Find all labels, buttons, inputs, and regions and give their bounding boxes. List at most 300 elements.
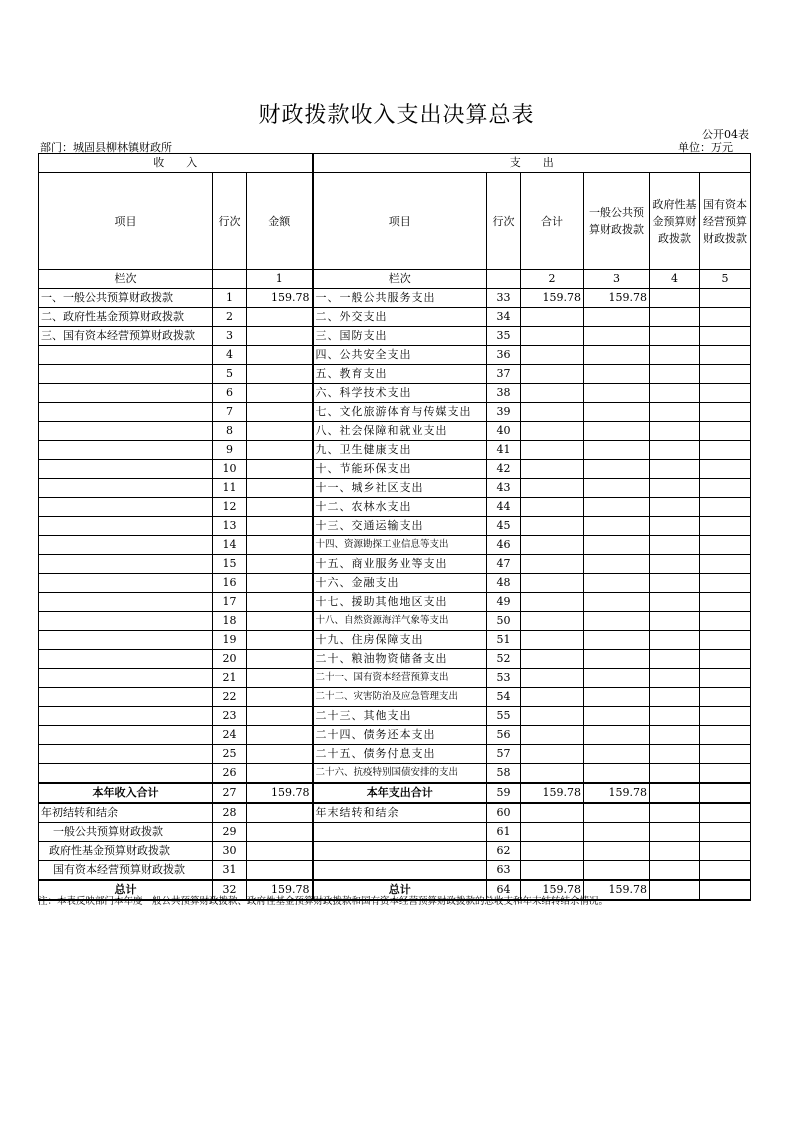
general-budget-cell: 159.78 bbox=[584, 783, 650, 803]
expense-total-cell bbox=[521, 842, 584, 861]
state-capital-cell bbox=[700, 612, 751, 631]
income-item-cell bbox=[39, 460, 213, 479]
income-item-cell bbox=[39, 555, 213, 574]
expense-total-cell bbox=[521, 327, 584, 346]
gov-fund-cell bbox=[650, 823, 700, 842]
income-row-no-cell: 26 bbox=[213, 764, 247, 784]
state-capital-cell bbox=[700, 803, 751, 823]
expense-total-cell bbox=[521, 460, 584, 479]
budget-summary-table bbox=[38, 153, 751, 901]
expense-total-cell bbox=[521, 441, 584, 460]
income-item-cell bbox=[39, 346, 213, 365]
gov-fund-cell bbox=[650, 726, 700, 745]
expense-row-no-cell: 42 bbox=[487, 460, 521, 479]
expense-total-cell bbox=[521, 517, 584, 536]
form-number: 公开04表 bbox=[702, 128, 749, 141]
expense-item-cell: 二十六、抗疫特别国债安排的支出 bbox=[313, 764, 487, 784]
expense-item-cell: 十九、住房保障支出 bbox=[313, 631, 487, 650]
income-section-header: 收 入 bbox=[39, 154, 313, 173]
income-item-cell: 一般公共预算财政拨款 bbox=[39, 823, 213, 842]
gov-fund-cell bbox=[650, 861, 700, 881]
income-amount-cell bbox=[247, 842, 313, 861]
income-item-cell: 国有资本经营预算财政拨款 bbox=[39, 861, 213, 881]
expense-row-no-cell: 39 bbox=[487, 403, 521, 422]
expense-item-cell: 本年支出合计 bbox=[313, 783, 487, 803]
expense-total-cell bbox=[521, 574, 584, 593]
income-row-no-cell: 25 bbox=[213, 745, 247, 764]
income-amount-header: 金额 bbox=[247, 173, 313, 270]
gov-fund-cell bbox=[650, 842, 700, 861]
expense-total-cell bbox=[521, 803, 584, 823]
income-amount-cell bbox=[247, 536, 313, 555]
expense-total-cell bbox=[521, 861, 584, 881]
income-amount-cell bbox=[247, 403, 313, 422]
income-item-cell bbox=[39, 365, 213, 384]
income-row-no-cell: 29 bbox=[213, 823, 247, 842]
expense-item-cell: 二十五、债务付息支出 bbox=[313, 745, 487, 764]
income-amount-cell bbox=[247, 384, 313, 403]
state-capital-cell bbox=[700, 823, 751, 842]
income-amount-cell bbox=[247, 612, 313, 631]
table-row bbox=[39, 517, 751, 536]
expense-total-cell bbox=[521, 384, 584, 403]
gov-fund-cell bbox=[650, 669, 700, 688]
income-row-no-cell: 28 bbox=[213, 803, 247, 823]
gov-fund-cell bbox=[650, 441, 700, 460]
general-budget-cell bbox=[584, 365, 650, 384]
income-amount-cell bbox=[247, 498, 313, 517]
expense-row-no-cell: 50 bbox=[487, 612, 521, 631]
income-amount-cell bbox=[247, 460, 313, 479]
income-row-no-cell: 27 bbox=[213, 783, 247, 803]
carryover-row bbox=[39, 803, 751, 823]
carryover-row bbox=[39, 823, 751, 842]
expense-total-cell: 159.78 bbox=[521, 783, 584, 803]
income-row-no-cell: 6 bbox=[213, 384, 247, 403]
expense-item-cell: 十二、农林水支出 bbox=[313, 498, 487, 517]
income-row-no-cell: 21 bbox=[213, 669, 247, 688]
income-amount-cell bbox=[247, 422, 313, 441]
expense-total-cell bbox=[521, 479, 584, 498]
expense-section-header: 支 出 bbox=[313, 154, 751, 173]
general-budget-cell bbox=[584, 593, 650, 612]
income-row-no-cell: 3 bbox=[213, 327, 247, 346]
state-capital-header: 国有资本经营预算财政拨款 bbox=[700, 173, 751, 270]
income-item-cell: 本年收入合计 bbox=[39, 783, 213, 803]
income-item-cell bbox=[39, 612, 213, 631]
income-amount-cell bbox=[247, 861, 313, 881]
gov-fund-cell bbox=[650, 688, 700, 707]
income-amount-cell bbox=[247, 669, 313, 688]
expense-item-cell: 十六、金融支出 bbox=[313, 574, 487, 593]
income-amount-cell: 159.78 bbox=[247, 880, 313, 900]
income-item-cell bbox=[39, 384, 213, 403]
expense-row-no-cell: 63 bbox=[487, 861, 521, 881]
gov-fund-cell bbox=[650, 308, 700, 327]
state-capital-cell bbox=[700, 688, 751, 707]
income-amount-cell: 159.78 bbox=[247, 289, 313, 308]
table-row bbox=[39, 403, 751, 422]
income-amount-cell: 159.78 bbox=[247, 783, 313, 803]
table-row bbox=[39, 612, 751, 631]
income-amount-cell bbox=[247, 803, 313, 823]
expense-item-cell: 十三、交通运输支出 bbox=[313, 517, 487, 536]
general-budget-cell bbox=[584, 441, 650, 460]
gov-fund-cell bbox=[650, 422, 700, 441]
general-budget-cell bbox=[584, 479, 650, 498]
state-capital-cell bbox=[700, 631, 751, 650]
gov-fund-cell bbox=[650, 650, 700, 669]
state-capital-cell bbox=[700, 289, 751, 308]
expense-row-no-header: 行次 bbox=[487, 173, 521, 270]
general-budget-cell bbox=[584, 460, 650, 479]
expense-row-no-cell: 34 bbox=[487, 308, 521, 327]
income-item-cell bbox=[39, 422, 213, 441]
table-row bbox=[39, 460, 751, 479]
expense-item-cell: 一、一般公共服务支出 bbox=[313, 289, 487, 308]
expense-row-no-cell: 59 bbox=[487, 783, 521, 803]
general-budget-cell bbox=[584, 536, 650, 555]
expense-item-cell: 十五、商业服务业等支出 bbox=[313, 555, 487, 574]
expense-total-cell bbox=[521, 536, 584, 555]
income-item-cell bbox=[39, 764, 213, 784]
expense-total-cell bbox=[521, 365, 584, 384]
income-item-cell: 一、一般公共预算财政拨款 bbox=[39, 289, 213, 308]
income-amount-cell bbox=[247, 650, 313, 669]
expense-item-cell: 九、卫生健康支出 bbox=[313, 441, 487, 460]
table-row bbox=[39, 726, 751, 745]
expense-row-no-cell: 51 bbox=[487, 631, 521, 650]
gov-fund-cell bbox=[650, 460, 700, 479]
expense-item-cell bbox=[313, 842, 487, 861]
expense-row-no-cell: 54 bbox=[487, 688, 521, 707]
expense-row-no-cell: 38 bbox=[487, 384, 521, 403]
expense-item-cell: 二十、粮油物资储备支出 bbox=[313, 650, 487, 669]
income-row-no-cell: 32 bbox=[213, 880, 247, 900]
gov-fund-cell bbox=[650, 289, 700, 308]
table-row bbox=[39, 745, 751, 764]
state-capital-cell bbox=[700, 745, 751, 764]
income-amount-cell bbox=[247, 745, 313, 764]
expense-total-cell bbox=[521, 403, 584, 422]
state-capital-cell bbox=[700, 384, 751, 403]
gov-fund-cell bbox=[650, 880, 700, 900]
expense-total-cell bbox=[521, 669, 584, 688]
general-budget-cell bbox=[584, 764, 650, 784]
section-header-row bbox=[39, 154, 751, 173]
income-amount-cell bbox=[247, 327, 313, 346]
state-capital-cell bbox=[700, 669, 751, 688]
income-amount-cell bbox=[247, 593, 313, 612]
table-row bbox=[39, 669, 751, 688]
expense-item-cell: 年末结转和结余 bbox=[313, 803, 487, 823]
general-budget-cell bbox=[584, 650, 650, 669]
expense-row-no-cell: 45 bbox=[487, 517, 521, 536]
expense-total-cell bbox=[521, 631, 584, 650]
gov-fund-cell bbox=[650, 593, 700, 612]
income-amount-cell bbox=[247, 517, 313, 536]
expense-item-cell: 二十四、债务还本支出 bbox=[313, 726, 487, 745]
gov-fund-cell bbox=[650, 536, 700, 555]
income-item-cell bbox=[39, 726, 213, 745]
gov-fund-cell bbox=[650, 346, 700, 365]
column-header-row bbox=[39, 173, 751, 270]
state-capital-cell bbox=[700, 517, 751, 536]
income-row-no-blank bbox=[213, 270, 247, 289]
general-budget-cell bbox=[584, 631, 650, 650]
general-budget-cell bbox=[584, 555, 650, 574]
table-row bbox=[39, 707, 751, 726]
expense-row-no-cell: 48 bbox=[487, 574, 521, 593]
gov-fund-cell bbox=[650, 612, 700, 631]
expense-row-no-cell: 58 bbox=[487, 764, 521, 784]
income-item-cell: 二、政府性基金预算财政拨款 bbox=[39, 308, 213, 327]
income-item-cell bbox=[39, 631, 213, 650]
general-budget-cell bbox=[584, 669, 650, 688]
expense-item-cell: 四、公共安全支出 bbox=[313, 346, 487, 365]
income-item-cell bbox=[39, 593, 213, 612]
state-capital-cell bbox=[700, 726, 751, 745]
gov-fund-cell bbox=[650, 764, 700, 784]
income-item-cell bbox=[39, 745, 213, 764]
income-row-no-cell: 11 bbox=[213, 479, 247, 498]
expense-item-cell: 十七、援助其他地区支出 bbox=[313, 593, 487, 612]
general-budget-cell bbox=[584, 403, 650, 422]
footnote: 注：本表反映部门本年度一般公共预算财政拨款、政府性基金预算财政拨款和国有资本经营预算财政拨款的总收支和年末结转结余情况。 bbox=[38, 896, 609, 907]
state-capital-cell bbox=[700, 327, 751, 346]
income-row-no-cell: 2 bbox=[213, 308, 247, 327]
column-number-5: 5 bbox=[700, 270, 751, 289]
expense-total-cell bbox=[521, 422, 584, 441]
income-amount-cell bbox=[247, 574, 313, 593]
expense-total-cell bbox=[521, 823, 584, 842]
general-budget-cell bbox=[584, 346, 650, 365]
expense-row-no-cell: 47 bbox=[487, 555, 521, 574]
income-row-no-cell: 9 bbox=[213, 441, 247, 460]
table-row bbox=[39, 441, 751, 460]
expense-row-no-blank bbox=[487, 270, 521, 289]
expense-item-cell: 二十二、灾害防治及应急管理支出 bbox=[313, 688, 487, 707]
unit-label: 单位：万元 bbox=[678, 141, 733, 154]
expense-row-no-cell: 35 bbox=[487, 327, 521, 346]
gov-fund-cell bbox=[650, 479, 700, 498]
general-budget-cell bbox=[584, 842, 650, 861]
expense-row-no-cell: 52 bbox=[487, 650, 521, 669]
state-capital-cell bbox=[700, 498, 751, 517]
expense-row-no-cell: 36 bbox=[487, 346, 521, 365]
state-capital-cell bbox=[700, 479, 751, 498]
income-column-label: 栏次 bbox=[39, 270, 213, 289]
expense-row-no-cell: 57 bbox=[487, 745, 521, 764]
income-item-cell bbox=[39, 517, 213, 536]
income-amount-cell bbox=[247, 688, 313, 707]
income-item-cell: 年初结转和结余 bbox=[39, 803, 213, 823]
gov-fund-header: 政府性基金预算财政拨款 bbox=[650, 173, 700, 270]
gov-fund-cell bbox=[650, 574, 700, 593]
expense-item-cell: 十四、资源勘探工业信息等支出 bbox=[313, 536, 487, 555]
income-amount-cell bbox=[247, 441, 313, 460]
general-budget-cell bbox=[584, 688, 650, 707]
gov-fund-cell bbox=[650, 403, 700, 422]
table-row bbox=[39, 650, 751, 669]
table-row bbox=[39, 327, 751, 346]
income-row-no-cell: 20 bbox=[213, 650, 247, 669]
expense-item-cell: 八、社会保障和就业支出 bbox=[313, 422, 487, 441]
expense-row-no-cell: 46 bbox=[487, 536, 521, 555]
state-capital-cell bbox=[700, 707, 751, 726]
expense-total-cell: 159.78 bbox=[521, 880, 584, 900]
table-row bbox=[39, 346, 751, 365]
gov-fund-cell bbox=[650, 707, 700, 726]
expense-row-no-cell: 49 bbox=[487, 593, 521, 612]
table-row bbox=[39, 308, 751, 327]
expense-item-cell: 五、教育支出 bbox=[313, 365, 487, 384]
expense-row-no-cell: 55 bbox=[487, 707, 521, 726]
gov-fund-cell bbox=[650, 384, 700, 403]
expense-total-cell bbox=[521, 688, 584, 707]
income-amount-cell bbox=[247, 764, 313, 784]
expense-total-cell bbox=[521, 346, 584, 365]
expense-total-cell bbox=[521, 650, 584, 669]
state-capital-cell bbox=[700, 346, 751, 365]
state-capital-cell bbox=[700, 593, 751, 612]
general-budget-cell bbox=[584, 384, 650, 403]
expense-row-no-cell: 61 bbox=[487, 823, 521, 842]
income-item-cell: 三、国有资本经营预算财政拨款 bbox=[39, 327, 213, 346]
expense-item-cell: 六、科学技术支出 bbox=[313, 384, 487, 403]
expense-item-cell: 十八、自然资源海洋气象等支出 bbox=[313, 612, 487, 631]
expense-item-header: 项目 bbox=[313, 173, 487, 270]
income-row-no-cell: 10 bbox=[213, 460, 247, 479]
table-row bbox=[39, 479, 751, 498]
income-item-cell bbox=[39, 441, 213, 460]
general-budget-cell bbox=[584, 745, 650, 764]
income-row-no-cell: 19 bbox=[213, 631, 247, 650]
general-budget-cell bbox=[584, 861, 650, 881]
general-budget-cell bbox=[584, 726, 650, 745]
income-item-cell: 政府性基金预算财政拨款 bbox=[39, 842, 213, 861]
table-row bbox=[39, 688, 751, 707]
income-amount-cell bbox=[247, 823, 313, 842]
state-capital-cell bbox=[700, 403, 751, 422]
year-total-row bbox=[39, 783, 751, 803]
state-capital-cell bbox=[700, 574, 751, 593]
income-amount-cell bbox=[247, 479, 313, 498]
income-item-cell bbox=[39, 479, 213, 498]
expense-item-cell bbox=[313, 861, 487, 881]
income-item-cell bbox=[39, 498, 213, 517]
general-budget-cell bbox=[584, 707, 650, 726]
income-row-no-cell: 12 bbox=[213, 498, 247, 517]
expense-item-cell: 总计 bbox=[313, 880, 487, 900]
column-number-3: 3 bbox=[584, 270, 650, 289]
income-item-cell bbox=[39, 650, 213, 669]
expense-item-cell: 七、文化旅游体育与传媒支出 bbox=[313, 403, 487, 422]
carryover-row bbox=[39, 861, 751, 881]
income-amount-cell bbox=[247, 631, 313, 650]
table-row bbox=[39, 555, 751, 574]
income-amount-cell bbox=[247, 707, 313, 726]
income-row-no-cell: 17 bbox=[213, 593, 247, 612]
state-capital-cell bbox=[700, 365, 751, 384]
expense-item-cell: 二十一、国有资本经营预算支出 bbox=[313, 669, 487, 688]
expense-total-cell bbox=[521, 707, 584, 726]
gov-fund-cell bbox=[650, 803, 700, 823]
income-row-no-cell: 18 bbox=[213, 612, 247, 631]
table-row bbox=[39, 536, 751, 555]
expense-item-cell bbox=[313, 823, 487, 842]
table-row bbox=[39, 593, 751, 612]
expense-row-no-cell: 64 bbox=[487, 880, 521, 900]
income-amount-cell bbox=[247, 346, 313, 365]
state-capital-cell bbox=[700, 536, 751, 555]
expense-total-cell bbox=[521, 308, 584, 327]
table-row bbox=[39, 365, 751, 384]
general-budget-cell bbox=[584, 327, 650, 346]
expense-item-cell: 二十三、其他支出 bbox=[313, 707, 487, 726]
carryover-row bbox=[39, 842, 751, 861]
income-row-no-cell: 8 bbox=[213, 422, 247, 441]
state-capital-cell bbox=[700, 764, 751, 784]
income-row-no-cell: 4 bbox=[213, 346, 247, 365]
expense-item-cell: 二、外交支出 bbox=[313, 308, 487, 327]
column-number-row bbox=[39, 270, 751, 289]
state-capital-cell bbox=[700, 783, 751, 803]
expense-total-cell bbox=[521, 726, 584, 745]
expense-row-no-cell: 37 bbox=[487, 365, 521, 384]
expense-total-header: 合计 bbox=[521, 173, 584, 270]
general-budget-cell bbox=[584, 612, 650, 631]
income-row-no-cell: 23 bbox=[213, 707, 247, 726]
income-amount-cell bbox=[247, 726, 313, 745]
gov-fund-cell bbox=[650, 498, 700, 517]
expense-row-no-cell: 43 bbox=[487, 479, 521, 498]
income-row-no-cell: 1 bbox=[213, 289, 247, 308]
general-budget-header: 一般公共预算财政拨款 bbox=[584, 173, 650, 270]
expense-total-cell bbox=[521, 555, 584, 574]
expense-item-cell: 十一、城乡社区支出 bbox=[313, 479, 487, 498]
state-capital-cell bbox=[700, 842, 751, 861]
income-row-no-cell: 14 bbox=[213, 536, 247, 555]
expense-row-no-cell: 40 bbox=[487, 422, 521, 441]
general-budget-cell bbox=[584, 574, 650, 593]
expense-row-no-cell: 56 bbox=[487, 726, 521, 745]
expense-row-no-cell: 53 bbox=[487, 669, 521, 688]
expense-total-cell bbox=[521, 764, 584, 784]
expense-row-no-cell: 44 bbox=[487, 498, 521, 517]
state-capital-cell bbox=[700, 650, 751, 669]
income-item-cell bbox=[39, 707, 213, 726]
table-row bbox=[39, 764, 751, 784]
income-row-no-cell: 16 bbox=[213, 574, 247, 593]
table-row bbox=[39, 422, 751, 441]
state-capital-cell bbox=[700, 861, 751, 881]
column-number-1: 1 bbox=[247, 270, 313, 289]
state-capital-cell bbox=[700, 441, 751, 460]
gov-fund-cell bbox=[650, 555, 700, 574]
income-amount-cell bbox=[247, 365, 313, 384]
income-item-cell bbox=[39, 688, 213, 707]
table-row bbox=[39, 574, 751, 593]
gov-fund-cell bbox=[650, 631, 700, 650]
income-item-cell: 总计 bbox=[39, 880, 213, 900]
expense-item-cell: 十、节能环保支出 bbox=[313, 460, 487, 479]
expense-row-no-cell: 41 bbox=[487, 441, 521, 460]
income-item-cell bbox=[39, 403, 213, 422]
table-row bbox=[39, 498, 751, 517]
income-item-cell bbox=[39, 669, 213, 688]
table-row bbox=[39, 631, 751, 650]
